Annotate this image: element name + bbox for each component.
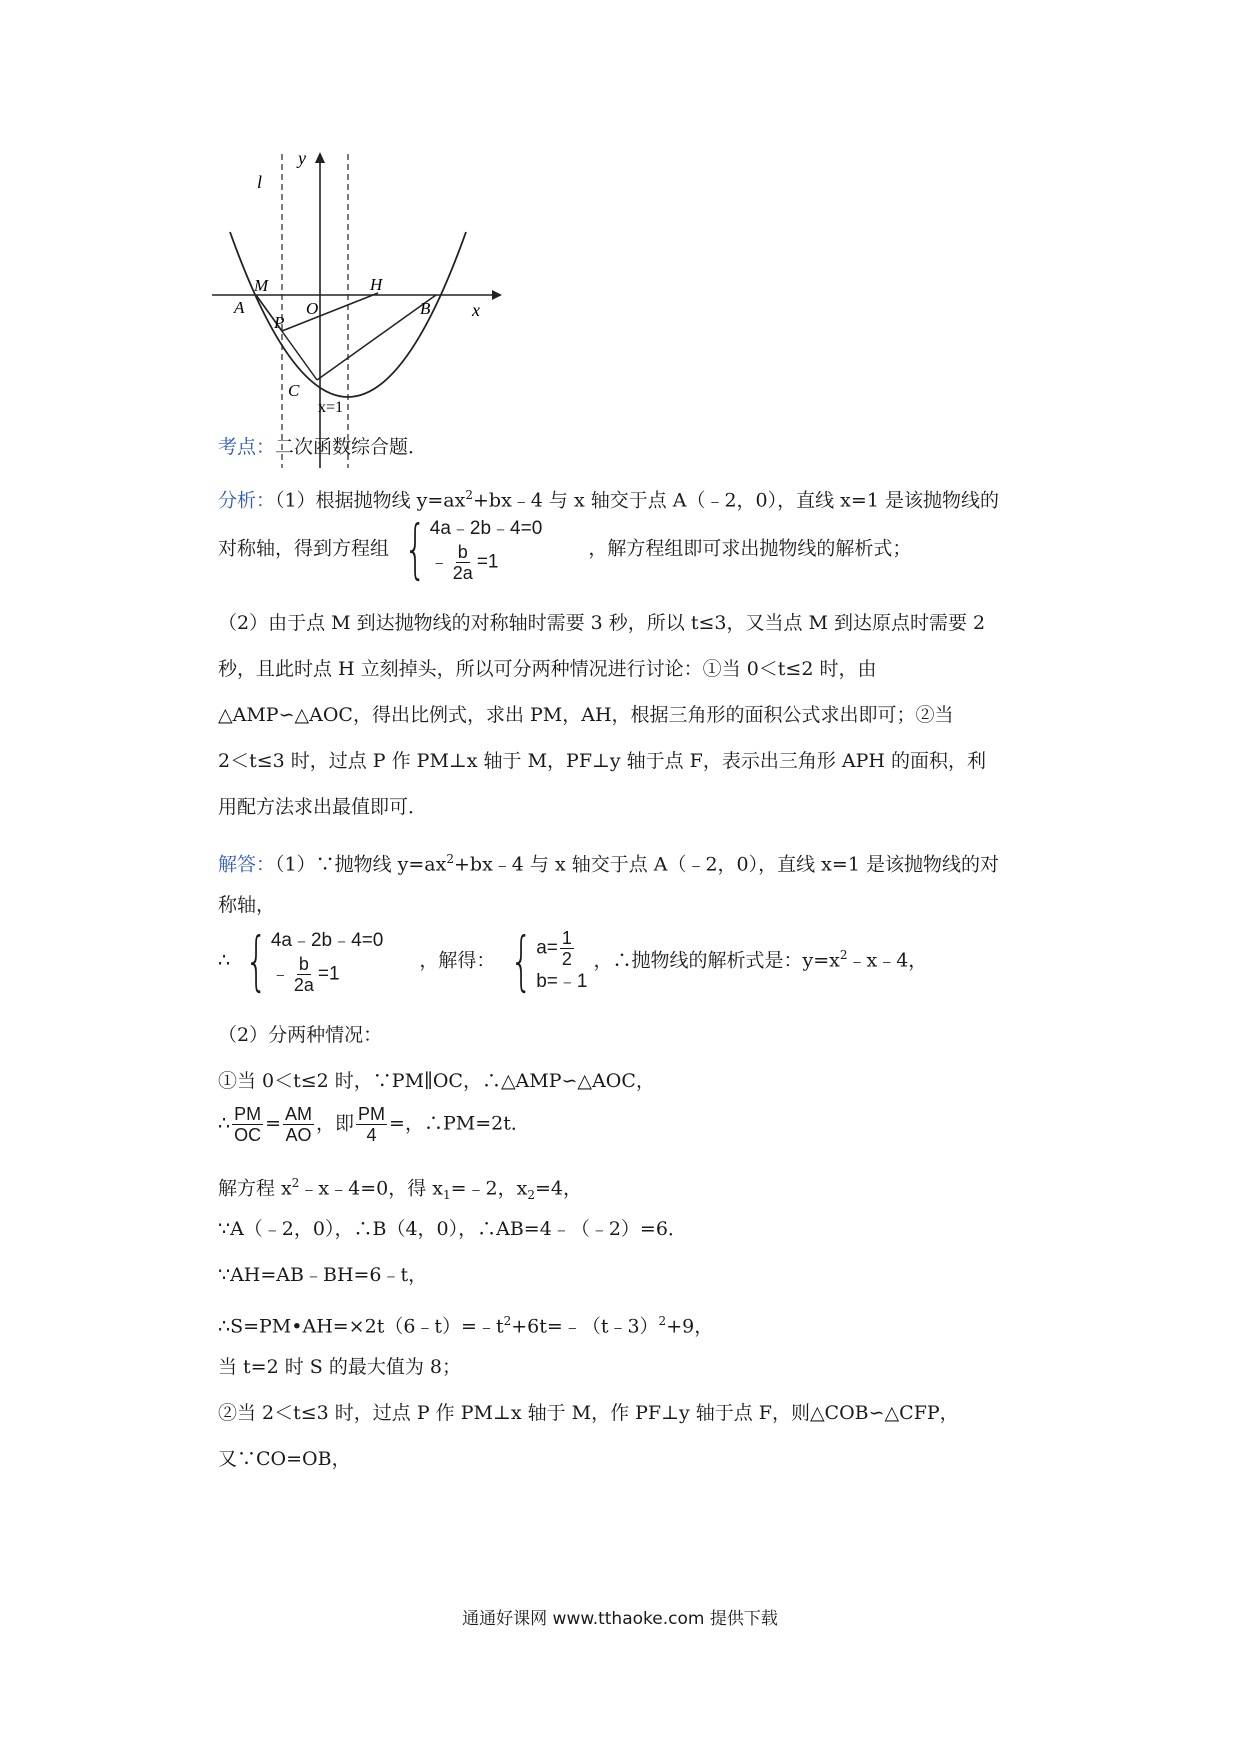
jieda-sys-eq-1: 4a﹣2b﹣4=0 — [270, 930, 384, 951]
label-h: H — [370, 275, 383, 294]
fenxi-line-2 — [218, 512, 1068, 587]
fenxi-line-1: 分析：（1）根据抛物线 $y=ax^2+bx﹣4$ 与 x 轴交于点 A（﹣2，0），直线 x=1 是该抛物线的 — [218, 488, 999, 512]
label-x-eq-1: x=1 — [318, 399, 344, 416]
kaodian-line — [218, 430, 1068, 464]
label-x: x — [472, 300, 480, 320]
label-p: P — [274, 313, 285, 332]
fenxi-line-5: △AMP∽△AOC，得出比例式，求出 PM，AH，根据三角形的面积公式求出即可；②当 — [218, 704, 954, 726]
jieda-line-2: 称轴， — [218, 894, 276, 916]
fenxi-line-7: 用配方法求出最值即可． — [218, 796, 428, 818]
x-axis-arrow — [492, 290, 502, 300]
jieda-label: 解答： — [218, 853, 276, 876]
fenxi-line-4: 秒，且此时点 H 立刻掉头，所以可分两种情况进行讨论：①当 0＜t≤2 时，由 — [218, 658, 877, 680]
label-c: C — [288, 381, 300, 400]
segment-ph — [282, 293, 378, 331]
fenxi-line-3: （2）由于点 M 到达抛物线的对称轴时需要 3 秒，所以 t≤3，又当点 M 到达原点时需要 2 — [218, 612, 986, 634]
fenxi-text-2b: ，解方程组即可求出抛物线的解析式； — [588, 537, 912, 560]
page-footer: 通通好课网 www.tthaoke.com 提供下载 — [462, 1609, 778, 1629]
fenxi-sys-eq-1: 4a﹣2b﹣4=0 — [429, 518, 543, 539]
jieda-text-1a: （1）∵抛物线 y=ax — [275, 853, 447, 876]
kaodian-text: 二次函数综合题． — [275, 436, 428, 458]
jieda-line-1: 解答：（1）∵抛物线 $y=ax^2+bx﹣4$ 与 x 轴交于点 A（﹣2，0），直线 x=1 是该抛物线的对 — [218, 852, 999, 876]
fenxi-equation-system: { 4a﹣2b﹣4=0 ﹣ $\frac{b}{2a}$ =1 — [404, 512, 543, 587]
fenxi-text-2a: 对称轴，得到方程组 — [218, 537, 390, 560]
label-o: O — [306, 299, 319, 318]
jieda-ratio-line: ∴ $\frac{PM}{OC}$ = $\frac{AM}{AO}$ ，即 $\frac{PM}{4}$ =，∴PM=2t． — [218, 1104, 530, 1145]
jieda-solution-system: { a= $\frac{1}{2}$ b=﹣1 — [510, 924, 588, 999]
jieda-result-post: ﹣x﹣4， — [847, 949, 928, 972]
y-axis-arrow — [315, 152, 325, 163]
fenxi-line-6: 2＜t≤3 时，过点 P 作 PM⊥x 轴于 M，PF⊥y 轴于点 F，表示出三角形 APH 的面积，利 — [218, 750, 987, 772]
jieda-solve-text: ，解得： — [419, 949, 496, 972]
kaodian-label: 考点： — [218, 436, 276, 458]
jieda-line-3: ∴ { 4a﹣2b﹣4=0 ﹣ $\frac{b}{2a}$ =1 ，解得： { a= $\frac{1}{2}$ b=﹣1 ，∴抛物线的解析式是：$y=x^2﹣x﹣4$， — [218, 924, 928, 999]
fenxi-text-1b: +bx﹣4 与 x 轴交于点 A（﹣2，0），直线 x=1 是该抛物线的 — [472, 489, 999, 512]
jieda-area-line: $\therefore S=PM•AH=\times 2t(6﹣t)=﹣t^2+6t=﹣(t﹣3)^2+9$， — [218, 1314, 714, 1338]
jieda-text-1b: +bx﹣4 与 x 轴交于点 A（﹣2，0），直线 x=1 是该抛物线的对 — [453, 853, 999, 876]
jieda-max-line: 当 t=2 时 S 的最大值为 8； — [218, 1356, 461, 1378]
jieda-part2: （2）分两种情况： — [218, 1024, 383, 1046]
fenxi-text-1a: （1）根据抛物线 y=ax — [275, 489, 466, 512]
label-m: M — [254, 276, 269, 295]
jieda-equation-line: 解方程 $x^2﹣x﹣4=0$，得 $x_1=﹣2$，$x_2=4$， — [218, 1176, 583, 1203]
label-l: l — [257, 172, 263, 192]
jieda-points-line: ∵A（﹣2，0），∴B（4，0），∴AB=4﹣（﹣2）=6． — [218, 1218, 687, 1240]
label-b: B — [420, 299, 431, 318]
label-y: y — [298, 150, 306, 168]
jieda-sol-b: b=﹣1 — [536, 971, 588, 992]
jieda-therefore: ∴ — [218, 949, 231, 972]
jieda-co-line: 又∵CO=OB， — [218, 1448, 351, 1470]
jieda-ah-line: ∵AH=AB﹣BH=6﹣t， — [218, 1264, 428, 1286]
fenxi-label: 分析： — [218, 489, 276, 512]
jieda-result: ，∴抛物线的解析式是：y=x — [593, 949, 840, 972]
jieda-equation-system: { 4a﹣2b﹣4=0 ﹣ $\frac{b}{2a}$ =1 — [245, 924, 384, 999]
label-a: A — [234, 298, 245, 317]
jieda-case1: ①当 0＜t≤2 时，∵PM∥OC，∴△AMP∽△AOC， — [218, 1070, 655, 1092]
jieda-case2: ②当 2＜t≤3 时，过点 P 作 PM⊥x 轴于 M，作 PF⊥y 轴于点 F，则△COB∽△CFP， — [218, 1402, 959, 1424]
